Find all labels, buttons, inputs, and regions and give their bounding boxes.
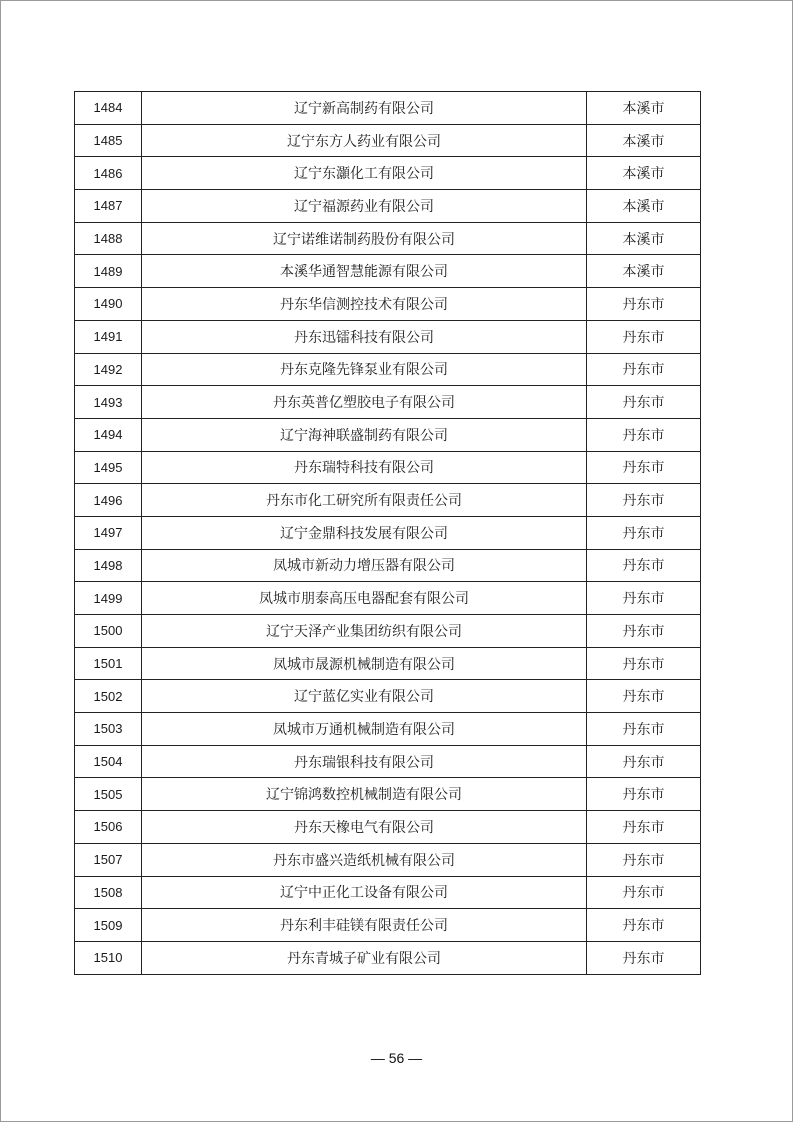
row-number-cell: 1496 <box>75 484 142 517</box>
company-name-cell: 丹东华信测控技术有限公司 <box>142 288 587 321</box>
company-list-table <box>74 91 701 975</box>
city-cell: 丹东市 <box>587 778 701 811</box>
city-cell: 丹东市 <box>587 288 701 321</box>
table-row <box>75 353 701 386</box>
page-number: — 56 — <box>370 1050 423 1066</box>
city-cell: 丹东市 <box>587 647 701 680</box>
row-number-cell: 1509 <box>75 909 142 942</box>
city-cell: 丹东市 <box>587 713 701 746</box>
table-row <box>75 680 701 713</box>
city-cell: 丹东市 <box>587 680 701 713</box>
table-row <box>75 713 701 746</box>
city-cell: 丹东市 <box>587 615 701 648</box>
row-number-cell: 1500 <box>75 615 142 648</box>
company-name-cell: 丹东青城子矿业有限公司 <box>142 941 587 974</box>
company-name-cell: 辽宁蓝亿实业有限公司 <box>142 680 587 713</box>
company-name-cell: 丹东英普亿塑胶电子有限公司 <box>142 386 587 419</box>
city-cell: 丹东市 <box>587 876 701 909</box>
row-number-cell: 1485 <box>75 124 142 157</box>
row-number-cell: 1490 <box>75 288 142 321</box>
row-number-cell: 1499 <box>75 582 142 615</box>
company-name-cell: 辽宁福源药业有限公司 <box>142 190 587 223</box>
table-row <box>75 843 701 876</box>
city-cell: 本溪市 <box>587 157 701 190</box>
city-cell: 丹东市 <box>587 745 701 778</box>
company-name-cell: 丹东利丰硅镁有限责任公司 <box>142 909 587 942</box>
table-row <box>75 386 701 419</box>
row-number-cell: 1488 <box>75 222 142 255</box>
company-name-cell: 丹东克隆先锋泵业有限公司 <box>142 353 587 386</box>
table-row <box>75 92 701 125</box>
table-row <box>75 647 701 680</box>
company-name-cell: 辽宁天泽产业集团纺织有限公司 <box>142 615 587 648</box>
table-row <box>75 418 701 451</box>
company-name-cell: 辽宁东方人药业有限公司 <box>142 124 587 157</box>
table-row <box>75 582 701 615</box>
company-name-cell: 本溪华通智慧能源有限公司 <box>142 255 587 288</box>
company-name-cell: 凤城市万通机械制造有限公司 <box>142 713 587 746</box>
company-name-cell: 辽宁新高制药有限公司 <box>142 92 587 125</box>
company-name-cell: 丹东瑞特科技有限公司 <box>142 451 587 484</box>
row-number-cell: 1498 <box>75 549 142 582</box>
company-name-cell: 辽宁锦鸿数控机械制造有限公司 <box>142 778 587 811</box>
company-name-cell: 辽宁中正化工设备有限公司 <box>142 876 587 909</box>
city-cell: 本溪市 <box>587 124 701 157</box>
row-number-cell: 1507 <box>75 843 142 876</box>
city-cell: 丹东市 <box>587 418 701 451</box>
row-number-cell: 1484 <box>75 92 142 125</box>
row-number-cell: 1504 <box>75 745 142 778</box>
row-number-cell: 1506 <box>75 811 142 844</box>
table-row <box>75 320 701 353</box>
table-row <box>75 288 701 321</box>
table-row <box>75 255 701 288</box>
table-row <box>75 909 701 942</box>
company-name-cell: 辽宁金鼎科技发展有限公司 <box>142 516 587 549</box>
company-name-cell: 辽宁海神联盛制药有限公司 <box>142 418 587 451</box>
city-cell: 丹东市 <box>587 386 701 419</box>
row-number-cell: 1492 <box>75 353 142 386</box>
city-cell: 丹东市 <box>587 941 701 974</box>
table-row <box>75 745 701 778</box>
table-row <box>75 549 701 582</box>
company-name-cell: 凤城市新动力增压器有限公司 <box>142 549 587 582</box>
row-number-cell: 1508 <box>75 876 142 909</box>
row-number-cell: 1497 <box>75 516 142 549</box>
company-name-cell: 丹东瑞银科技有限公司 <box>142 745 587 778</box>
row-number-cell: 1505 <box>75 778 142 811</box>
row-number-cell: 1495 <box>75 451 142 484</box>
city-cell: 丹东市 <box>587 484 701 517</box>
city-cell: 本溪市 <box>587 190 701 223</box>
row-number-cell: 1491 <box>75 320 142 353</box>
table-body <box>75 92 701 975</box>
table-row <box>75 811 701 844</box>
table-row <box>75 615 701 648</box>
city-cell: 丹东市 <box>587 549 701 582</box>
company-name-cell: 丹东市盛兴造纸机械有限公司 <box>142 843 587 876</box>
row-number-cell: 1487 <box>75 190 142 223</box>
company-name-cell: 丹东市化工研究所有限责任公司 <box>142 484 587 517</box>
city-cell: 丹东市 <box>587 451 701 484</box>
table-row <box>75 451 701 484</box>
row-number-cell: 1489 <box>75 255 142 288</box>
table-row <box>75 157 701 190</box>
city-cell: 丹东市 <box>587 843 701 876</box>
table-row <box>75 222 701 255</box>
row-number-cell: 1502 <box>75 680 142 713</box>
table-row <box>75 941 701 974</box>
company-name-cell: 凤城市朋泰高压电器配套有限公司 <box>142 582 587 615</box>
table-row <box>75 484 701 517</box>
city-cell: 丹东市 <box>587 909 701 942</box>
city-cell: 丹东市 <box>587 516 701 549</box>
city-cell: 丹东市 <box>587 811 701 844</box>
row-number-cell: 1503 <box>75 713 142 746</box>
row-number-cell: 1494 <box>75 418 142 451</box>
table-row <box>75 516 701 549</box>
company-name-cell: 辽宁诺维诺制药股份有限公司 <box>142 222 587 255</box>
company-name-cell: 丹东天橡电气有限公司 <box>142 811 587 844</box>
company-name-cell: 丹东迅镭科技有限公司 <box>142 320 587 353</box>
city-cell: 本溪市 <box>587 255 701 288</box>
row-number-cell: 1486 <box>75 157 142 190</box>
city-cell: 本溪市 <box>587 222 701 255</box>
row-number-cell: 1501 <box>75 647 142 680</box>
city-cell: 丹东市 <box>587 582 701 615</box>
city-cell: 丹东市 <box>587 320 701 353</box>
table-row <box>75 124 701 157</box>
table-row <box>75 876 701 909</box>
city-cell: 丹东市 <box>587 353 701 386</box>
table-row <box>75 190 701 223</box>
row-number-cell: 1493 <box>75 386 142 419</box>
row-number-cell: 1510 <box>75 941 142 974</box>
company-name-cell: 辽宁东灝化工有限公司 <box>142 157 587 190</box>
table-row <box>75 778 701 811</box>
company-name-cell: 凤城市晟源机械制造有限公司 <box>142 647 587 680</box>
city-cell: 本溪市 <box>587 92 701 125</box>
